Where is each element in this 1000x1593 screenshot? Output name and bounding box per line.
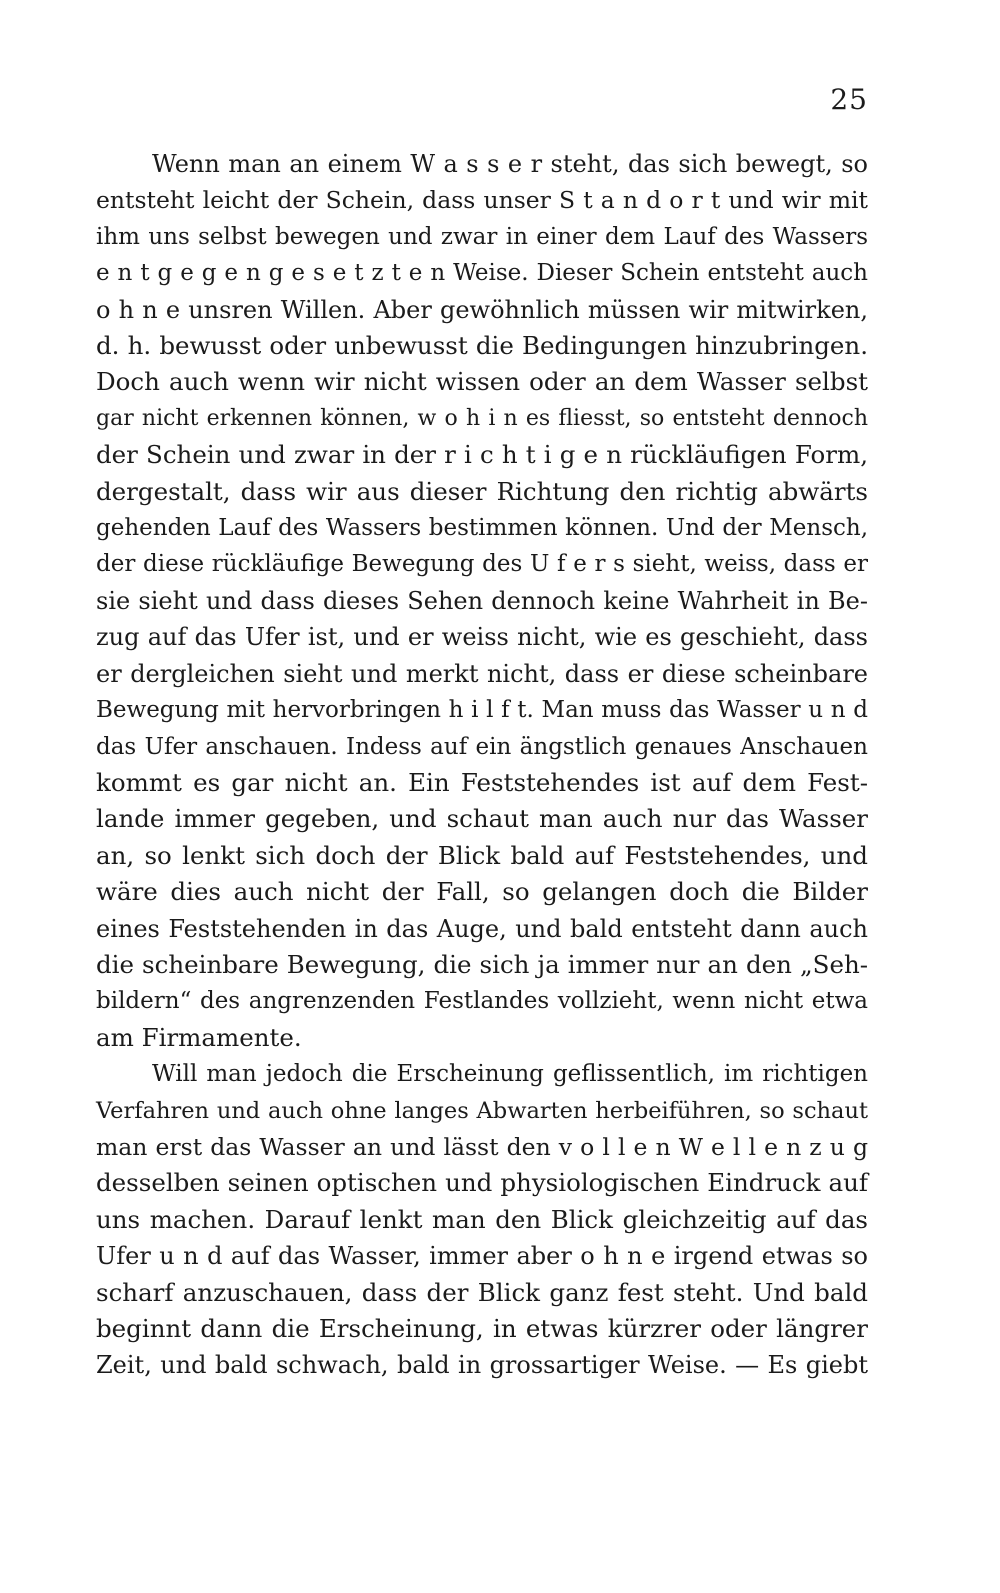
text-line: Verfahren und auch ohne langes Abwarten herbeiführen, so schaut [96, 1097, 868, 1124]
text-line: eines Feststehenden in das Auge, und bald entsteht dann auch [96, 914, 868, 943]
paragraph-2 [96, 1056, 868, 1384]
text-line: man erst das Wasser an und lässt den v o l l e n W e l l e n z u g [96, 1132, 868, 1161]
text-line: beginnt dann die Erscheinung, in etwas kürzrer oder längrer [96, 1314, 868, 1343]
text-line: der Schein und zwar in der r i c h t i g e n rückläufigen Form, [96, 440, 868, 470]
text-line: die scheinbare Bewegung, die sich ja immer nur an den „Seh- [96, 949, 868, 979]
text-line: sie sieht und dass dieses Sehen dennoch keine Wahrheit in Be- [96, 586, 868, 615]
text-line: das Ufer anschauen. Indess auf ein ängstlich genaues Anschauen [96, 733, 868, 760]
text-line: zug auf das Ufer ist, und er weiss nicht, wie es geschieht, dass [96, 623, 868, 652]
text-line: gar nicht erkennen können, w o h i n es fliesst, so entsteht dennoch [96, 405, 868, 431]
text-line: kommt es gar nicht an. Ein Feststehendes ist auf dem Fest- [96, 767, 868, 797]
text-line: Wenn man an einem W a s s e r steht, das sich bewegt, so [152, 150, 868, 178]
body-text [96, 146, 868, 1384]
page-number: 25 [830, 83, 868, 116]
text-line: ihm uns selbst bewegen und zwar in einer dem Lauf des Wassers [96, 223, 868, 250]
text-line: an, so lenkt sich doch der Blick bald auf Feststehendes, und [96, 840, 868, 870]
text-line: e n t g e g e n g e s e t z t e n Weise. Dieser Schein entsteht auch [96, 260, 868, 287]
text-line: o h n e unsren Willen. Aber gewöhnlich müssen wir mitwirken, [96, 295, 868, 324]
text-line: dergestalt, dass wir aus dieser Richtung den richtig abwärts [96, 476, 868, 506]
text-line: desselben seinen optischen und physiologischen Eindruck auf [96, 1168, 868, 1198]
text-line: er dergleichen sieht und merkt nicht, dass er diese scheinbare [96, 659, 868, 688]
text-line: wäre dies auch nicht der Fall, so gelangen doch die Bilder [96, 877, 868, 907]
text-line: scharf anzuschauen, dass der Blick ganz fest steht. Und bald [96, 1277, 868, 1307]
text-line: Doch auch wenn wir nicht wissen oder an dem Wasser selbst [96, 367, 868, 397]
text-line: am Firmamente. [96, 1022, 302, 1052]
text-line: uns machen. Darauf lenkt man den Blick gleichzeitig auf das [96, 1204, 868, 1234]
text-line: gehenden Lauf des Wassers bestimmen können. Und der Mensch, [96, 515, 868, 542]
text-line: entsteht leicht der Schein, dass unser S t a n d o r t und wir mit [96, 186, 868, 215]
text-line: bildern“ des angrenzenden Festlandes vollzieht, wenn nicht etwa [96, 988, 868, 1015]
paragraph-1 [96, 146, 868, 1056]
text-line: der diese rückläufige Bewegung des U f e r s sieht, weiss, dass er [96, 551, 868, 578]
text-line: Zeit, und bald schwach, bald in grossartiger Weise. — Es giebt [96, 1351, 868, 1380]
text-line: Will man jedoch die Erscheinung geflissentlich, im richtigen [152, 1061, 868, 1088]
text-line: lande immer gegeben, und schaut man auch nur das Wasser [96, 804, 868, 834]
text-line: Bewegung mit hervorbringen h i l f t. Man muss das Wasser u n d [96, 697, 868, 724]
text-line: d. h. bewusst oder unbewusst die Bedingungen hinzubringen. [96, 331, 868, 361]
text-line: Ufer u n d auf das Wasser, immer aber o h n e irgend etwas so [96, 1242, 868, 1271]
